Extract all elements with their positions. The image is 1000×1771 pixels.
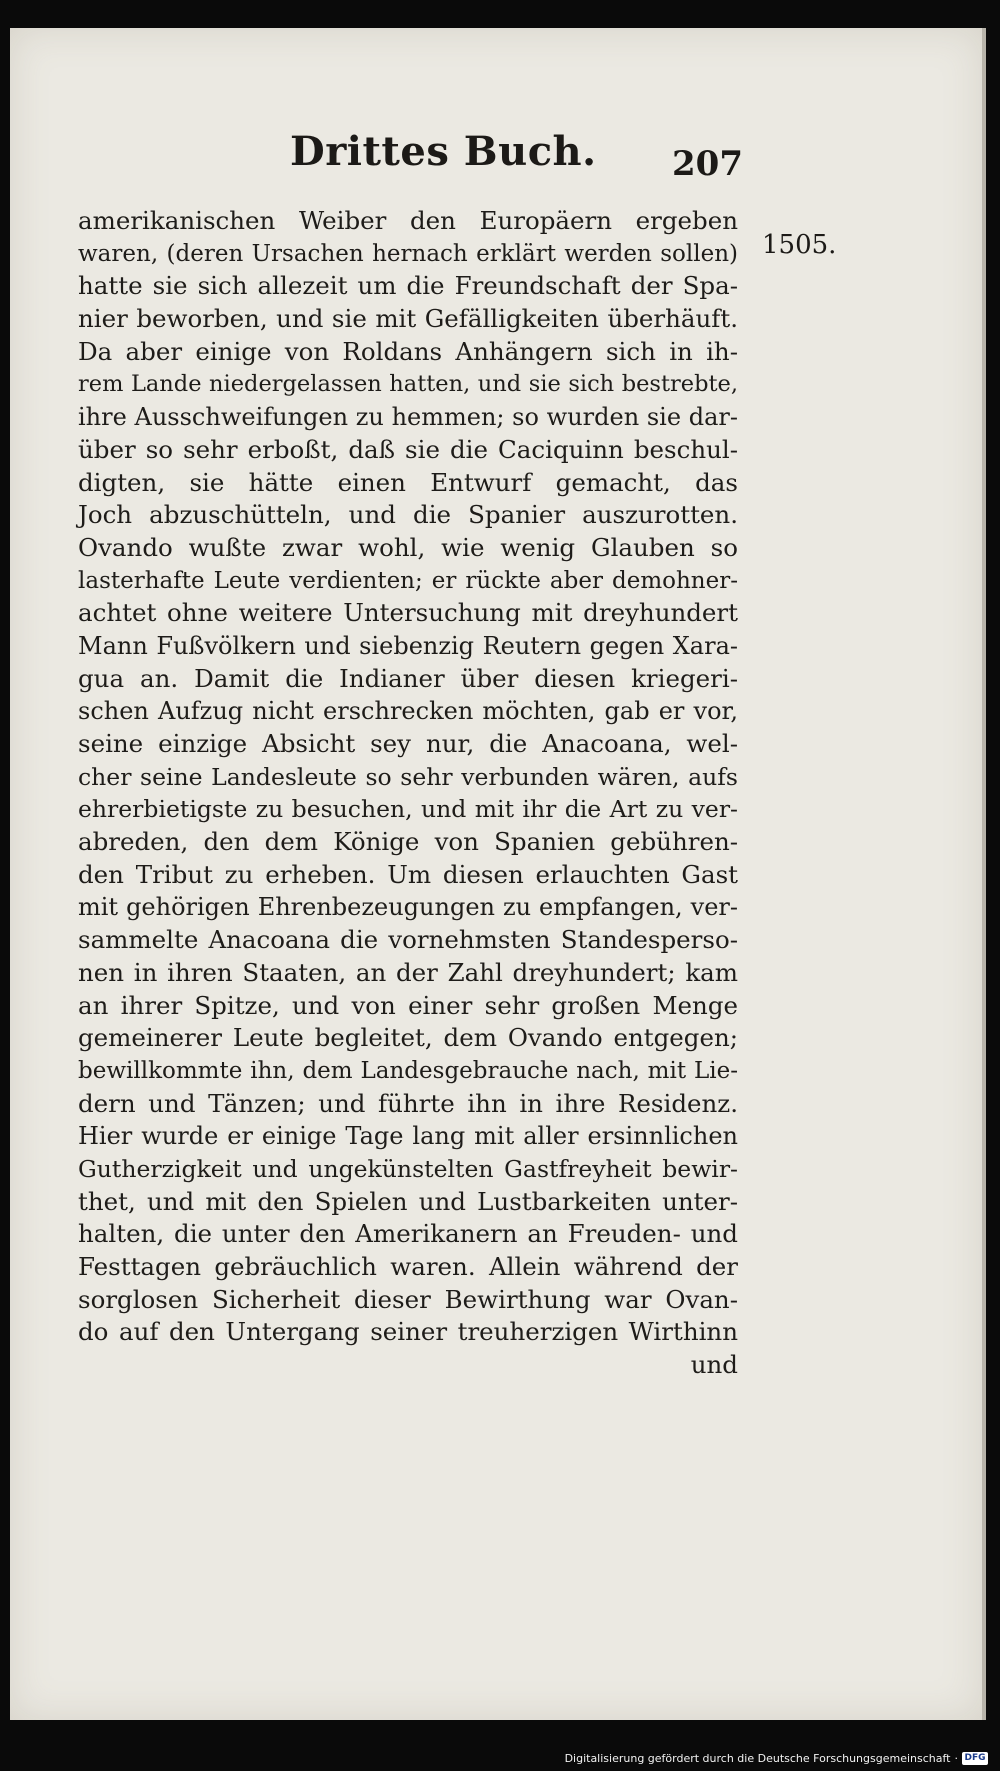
running-head-title: Drittes Buch. — [290, 128, 597, 175]
page-edge — [982, 28, 986, 1720]
text-line: sorglosen Sicherheit dieser Bewirthung war Ovan- — [78, 1284, 738, 1314]
text-line: rem Lande niedergelassen hatten, und sie sich bestrebte, — [78, 371, 738, 398]
text-line: nen in ihren Staaten, an der Zahl dreyhundert; kam — [78, 957, 738, 987]
text-line: nier beworben, und sie mit Gefälligkeiten überhäuft. — [78, 304, 738, 334]
text-line: ehrerbietigste zu besuchen, und mit ihr die Art zu ver- — [78, 795, 738, 824]
text-line: seine einzige Absicht sey nur, die Anacoana, wel- — [78, 729, 738, 758]
footer-separator: · — [954, 1751, 958, 1765]
text-line: hatte sie sich allezeit um die Freundschaft der Spa- — [78, 271, 738, 301]
text-line: an ihrer Spitze, und von einer sehr großen Menge — [78, 990, 738, 1020]
text-line: Gutherzigkeit und ungekünstelten Gastfreyheit bewir- — [78, 1154, 738, 1183]
text-line: Da aber einige von Roldans Anhängern sich in ih- — [78, 336, 738, 366]
text-line: thet, und mit den Spielen und Lustbarkeiten unter- — [78, 1186, 738, 1216]
text-line: cher seine Landesleute so sehr verbunden wären, aufs — [78, 762, 738, 791]
text-line: sammelte Anacoana die vornehmsten Standesperso- — [78, 925, 738, 955]
text-line: gua an. Damit die Indianer über diesen kriegeri- — [78, 663, 738, 693]
text-line: Ovando wußte zwar wohl, wie wenig Glauben so — [78, 532, 738, 562]
text-line: den Tribut zu erheben. Um diesen erlauchten Gast — [78, 859, 738, 889]
text-line: Joch abzuschütteln, und die Spanier auszurotten. — [78, 500, 738, 530]
footer-credit: Digitalisierung gefördert durch die Deutsche Forschungsgemeinschaft — [564, 1751, 951, 1765]
text-line: abreden, den dem Könige von Spanien gebühren- — [78, 827, 738, 857]
text-line: ihre Ausschweifungen zu hemmen; so wurden sie dar- — [78, 403, 738, 432]
text-line: schen Aufzug nicht erschrecken möchten, gab er vor, — [78, 697, 738, 726]
text-line: halten, die unter den Amerikanern an Freuden- und — [78, 1219, 738, 1249]
digitization-footer — [565, 1749, 988, 1767]
text-line: Festtagen gebräuchlich waren. Allein während der — [78, 1252, 738, 1281]
text-line: waren, (deren Ursachen hernach erklärt werden sollen) — [78, 240, 738, 267]
catchword: und — [690, 1350, 738, 1380]
body-text — [78, 205, 738, 1382]
dfg-logo-icon: DFG — [962, 1752, 988, 1765]
text-line: gemeinerer Leute begleitet, dem Ovando entgegen; — [78, 1023, 738, 1053]
text-line: über so sehr erboßt, daß sie die Caciquinn beschul- — [78, 434, 738, 464]
text-line: bewillkommte ihn, dem Landesgebrauche nach, mit Lie- — [78, 1057, 738, 1084]
text-line: mit gehörigen Ehrenbezeugungen zu empfangen, ver- — [78, 893, 738, 922]
text-line: lasterhafte Leute verdienten; er rückte aber demohner- — [78, 567, 738, 594]
text-line: Hier wurde er einige Tage lang mit aller ersinnlichen — [78, 1122, 738, 1151]
text-line: Mann Fußvölkern und siebenzig Reutern gegen Xara- — [78, 631, 738, 660]
page-number: 207 — [672, 144, 743, 184]
text-line: do auf den Untergang seiner treuherzigen Wirthinn — [78, 1317, 738, 1347]
text-line: achtet ohne weitere Untersuchung mit dreyhundert — [78, 598, 738, 628]
text-line: digten, sie hätte einen Entwurf gemacht, das — [78, 467, 738, 497]
margin-year-note: 1505. — [762, 230, 837, 260]
text-line: amerikanischen Weiber den Europäern ergeben — [78, 206, 738, 235]
text-line: dern und Tänzen; und führte ihn in ihre Residenz. — [78, 1088, 738, 1118]
